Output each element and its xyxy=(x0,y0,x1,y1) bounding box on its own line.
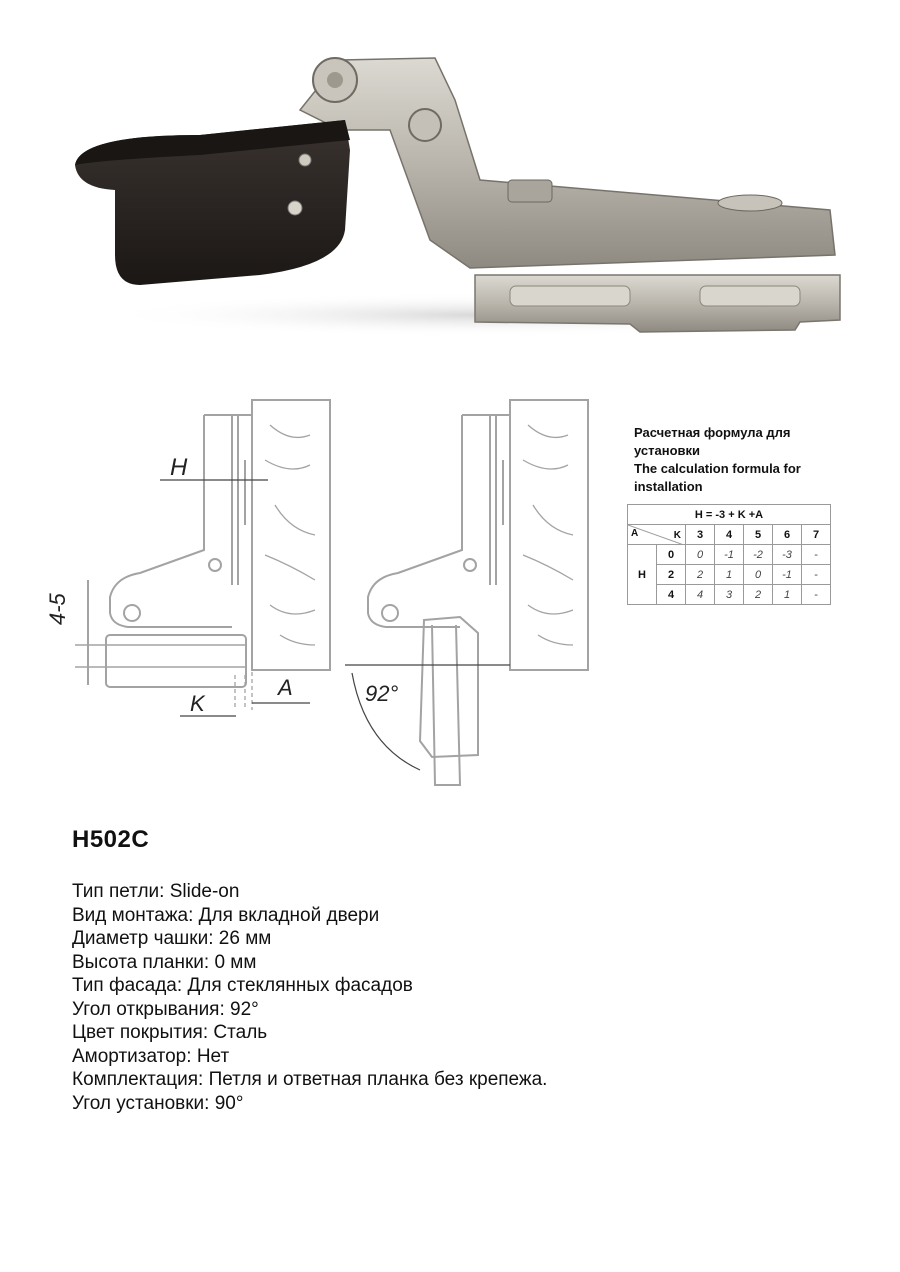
table-cell: -1 xyxy=(715,545,744,565)
table-cell: -3 xyxy=(773,545,802,565)
installation-diagram xyxy=(40,385,620,800)
spec-item: Тип петли: Slide-on xyxy=(72,881,240,902)
table-cell: -2 xyxy=(744,545,773,565)
table-corner xyxy=(628,525,686,545)
k-header: 5 xyxy=(744,525,773,545)
a-value: 4 xyxy=(657,585,686,605)
table-cell: 2 xyxy=(744,585,773,605)
spec-item: Комплектация: Петля и ответная планка без крепежа. xyxy=(72,1069,548,1090)
spec-item: Угол установки: 90° xyxy=(72,1092,244,1114)
a-value: 0 xyxy=(657,545,686,565)
formula-note xyxy=(634,424,874,496)
k-header: 7 xyxy=(802,525,831,545)
corner-a: A xyxy=(631,528,639,539)
hinge-photo xyxy=(60,40,860,340)
formula-note-en-2: installation xyxy=(634,479,703,494)
table-cell: 1 xyxy=(773,585,802,605)
spec-item: Цвет покрытия: Сталь xyxy=(72,1022,268,1043)
formula-note-ru-1: Расчетная формула для xyxy=(634,425,791,440)
label-h: H xyxy=(170,454,188,481)
table-cell: - xyxy=(802,545,831,565)
k-header: 6 xyxy=(773,525,802,545)
spec-item: Диаметр чашки: 26 мм xyxy=(72,928,272,949)
table-cell: 3 xyxy=(715,585,744,605)
label-a: A xyxy=(278,675,293,700)
table-cell: 1 xyxy=(715,565,744,585)
k-header: 3 xyxy=(686,525,715,545)
formula-note-en-1: The calculation formula for xyxy=(634,461,801,476)
spec-item: Тип фасада: Для стеклянных фасадов xyxy=(72,975,413,996)
corner-k: K xyxy=(673,530,681,541)
calculation-table xyxy=(627,504,831,605)
spec-item: Амортизатор: Нет xyxy=(72,1045,230,1067)
spec-item: Высота планки: 0 мм xyxy=(72,951,257,973)
table-cell: 2 xyxy=(686,565,715,585)
formula-note-ru-2: установки xyxy=(634,443,701,458)
label-k: K xyxy=(190,691,205,716)
label-overlap: 4-5 xyxy=(45,593,70,625)
k-header: 4 xyxy=(715,525,744,545)
a-value: 2 xyxy=(657,565,686,585)
spec-item: Угол открывания: 92° xyxy=(72,998,259,1020)
table-cell: 0 xyxy=(744,565,773,585)
label-angle: 92° xyxy=(365,681,399,706)
table-cell: - xyxy=(802,585,831,605)
spec-item: Вид монтажа: Для вкладной двери xyxy=(72,904,380,926)
table-cell: - xyxy=(802,565,831,585)
spec-list xyxy=(72,880,547,1115)
table-cell: 0 xyxy=(686,545,715,565)
row-header-h: H xyxy=(628,545,657,605)
table-cell: -1 xyxy=(773,565,802,585)
product-model: H502C xyxy=(72,826,150,853)
table-cell: 4 xyxy=(686,585,715,605)
table-title: H = -3 + K +A xyxy=(628,505,831,525)
